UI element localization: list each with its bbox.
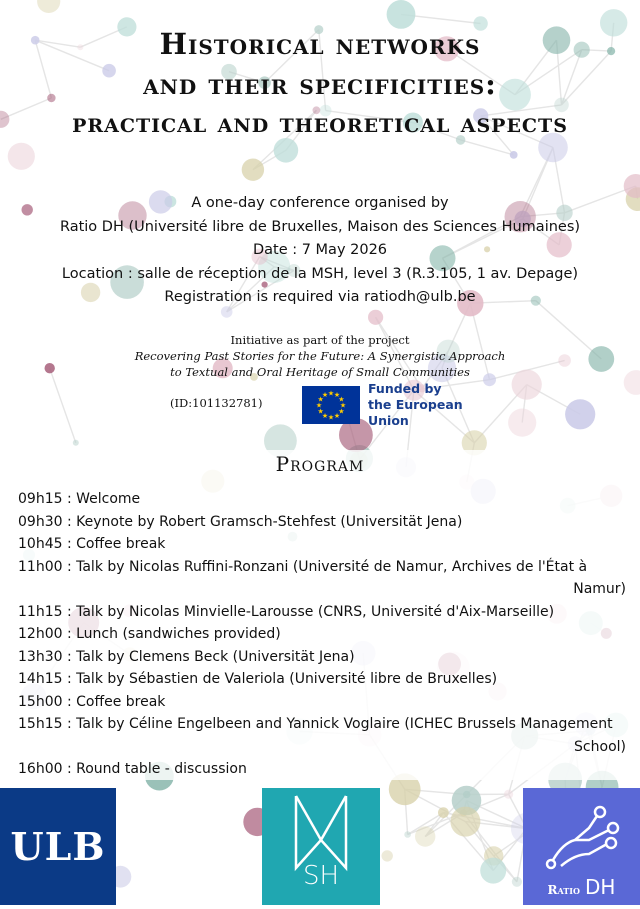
eu-funding-badge — [302, 386, 502, 424]
program-item — [18, 488, 626, 511]
ulb-logo-text: ULB — [11, 824, 106, 869]
program-item — [18, 601, 626, 624]
project-intro: Initiative as part of the project — [130, 332, 510, 348]
svg-text:★: ★ — [317, 396, 323, 404]
program-item — [18, 713, 626, 758]
program-item-text: 12h00 : Lunch (sandwiches provided) — [18, 626, 281, 642]
program-title: Program — [0, 452, 640, 476]
info-registration[interactable]: Registration is required via ratiodh@ulb.be — [0, 286, 640, 310]
svg-text:★: ★ — [340, 402, 346, 410]
program-item-text: 13h30 : Talk by Clemens Beck (Universität Jena) — [18, 649, 355, 665]
svg-text:★: ★ — [338, 396, 344, 404]
program-item-text: 14h15 : Talk by Sébastien de Valeriola (Université libre de Bruxelles) — [18, 671, 497, 687]
msh-logo-text: SH — [262, 861, 380, 891]
program-item-text: 10h45 : Coffee break — [18, 536, 165, 552]
program-item-text: 15h00 : Coffee break — [18, 694, 165, 710]
ulb-logo — [0, 788, 116, 905]
program-item — [18, 533, 626, 556]
title-line-1: Historical networks — [0, 24, 640, 64]
svg-text:★: ★ — [328, 414, 334, 422]
msh-logo — [262, 788, 380, 905]
program-item-text: 09h15 : Welcome — [18, 491, 140, 507]
info-organised: A one-day conference organised by — [0, 192, 640, 216]
svg-text:★: ★ — [328, 390, 334, 398]
eu-funded-line-1: Funded by — [368, 381, 502, 397]
program-item — [18, 758, 626, 781]
program-item-text: 11h15 : Talk by Nicolas Minvielle-Larousse (CNRS, Université d'Aix-Marseille) — [18, 604, 554, 620]
project-name-line-2: to Textual and Oral Heritage of Small Communities — [130, 364, 510, 380]
svg-text:★: ★ — [317, 408, 323, 416]
program-item — [18, 623, 626, 646]
program-item-text: 16h00 : Round table - discussion — [18, 761, 247, 777]
program-item — [18, 668, 626, 691]
program-item-text: 15h15 : Talk by Céline Engelbeen and Yannick Voglaire (ICHEC Brussels Management — [18, 716, 613, 732]
program-item-text: 09h30 : Keynote by Robert Gramsch-Stehfest (Universität Jena) — [18, 514, 462, 530]
program-item-continuation: Namur) — [18, 578, 626, 601]
svg-text:★: ★ — [334, 412, 340, 420]
svg-text:★: ★ — [316, 402, 322, 410]
conference-title — [0, 24, 640, 144]
eu-flag-icon — [302, 386, 360, 424]
program-item-text: 11h00 : Talk by Nicolas Ruffini-Ronzani (Université de Namur, Archives de l'État à — [18, 559, 587, 575]
program-list — [18, 488, 626, 781]
program-item — [18, 556, 626, 601]
svg-text:★: ★ — [322, 391, 328, 399]
svg-text:★: ★ — [322, 412, 328, 420]
program-item-continuation: School) — [18, 736, 626, 759]
title-line-3: practical and theoretical aspects — [0, 104, 640, 144]
program-item — [18, 646, 626, 669]
ratio-logo-text: Ratio — [548, 883, 580, 897]
eu-funded-line-2: the European Union — [368, 397, 502, 429]
svg-text:★: ★ — [338, 408, 344, 416]
title-line-2: and their specificities: — [0, 64, 640, 104]
logo-bar — [0, 788, 640, 905]
program-item — [18, 511, 626, 534]
project-block — [130, 332, 510, 380]
ratio-dh-logo — [523, 788, 640, 905]
info-date: Date : 7 May 2026 — [0, 239, 640, 263]
program-item — [18, 691, 626, 714]
info-organiser: Ratio DH (Université libre de Bruxelles, Maison des Sciences Humaines) — [0, 216, 640, 240]
project-id: (ID:101132781) — [170, 396, 262, 410]
svg-text:★: ★ — [334, 391, 340, 399]
project-name-line-1: Recovering Past Stories for the Future: A Synergistic Approach — [130, 348, 510, 364]
info-location: Location : salle de réception de la MSH, level 3 (R.3.105, 1 av. Depage) — [0, 263, 640, 287]
dh-logo-text: DH — [585, 875, 615, 899]
conference-info — [0, 192, 640, 310]
